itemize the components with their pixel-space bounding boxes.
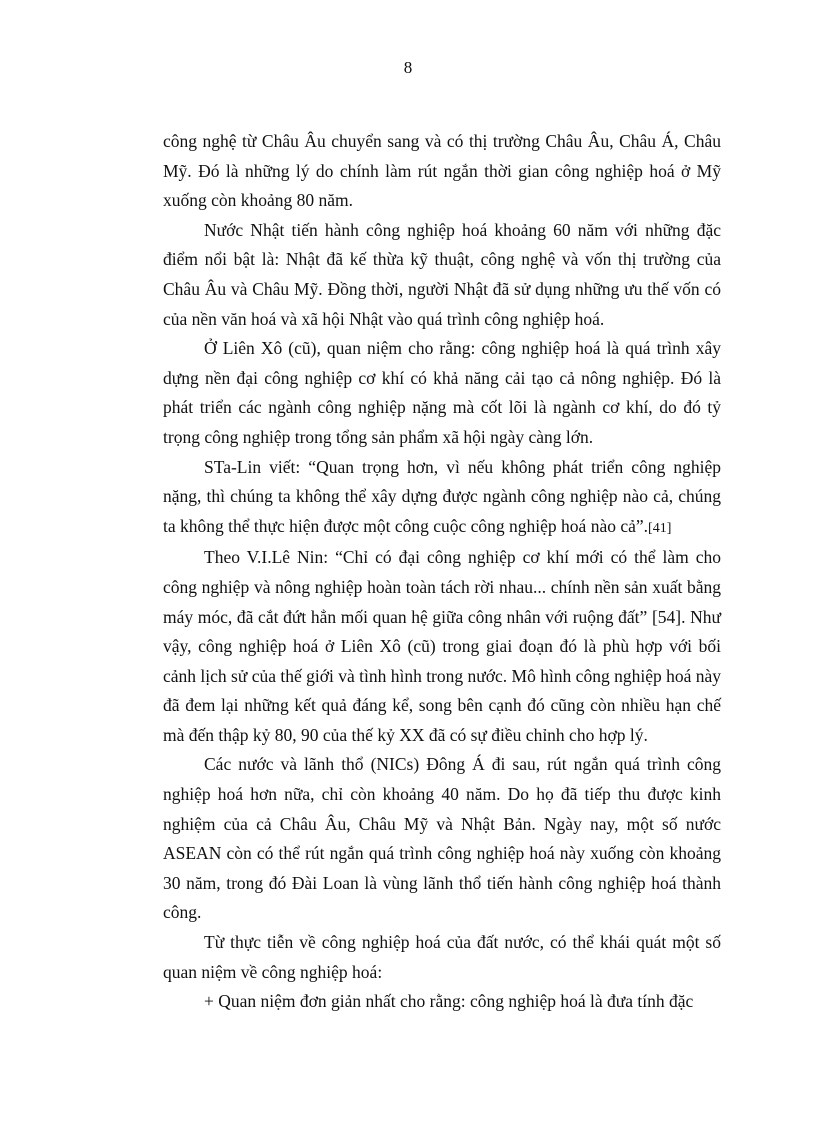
paragraph-us-industrialization: công nghệ từ Châu Âu chuyển sang và có thị trường Châu Âu, Châu Á, Châu Mỹ. Đó là những lý do chính làm rút ngắn thời gian công nghiệp hoá ở Mỹ xuống còn khoảng 80 năm. <box>163 131 721 211</box>
page-number: 8 <box>403 58 413 77</box>
paragraph-japan-industrialization: Nước Nhật tiến hành công nghiệp hoá khoảng 60 năm với những đặc điểm nổi bật là: Nhật đã kế thừa kỹ thuật, công nghệ và vốn thị trường của Châu Âu và Châu Mỹ. Đồng thời, người Nhật đã sử dụng những ưu thế vốn có của nền văn hoá và xã hội Nhật vào quá trình công nghiệp hoá. <box>163 219 721 329</box>
paragraph-stalin-quote <box>163 453 721 544</box>
paragraph-soviet-concept: Ở Liên Xô (cũ), quan niệm cho rằng: công nghiệp hoá là quá trình xây dựng nền đại công nghiệp cơ khí có khả năng cải tạo cả nông nghiệp. Đó là phát triển các ngành công nghiệp nặng mà cốt lõi là ngành cơ khí, do đó tỷ trọng công nghiệp trong tổng sản phẩm xã hội ngày càng lớn. <box>163 338 721 447</box>
paragraph-lenin-quote: Theo V.I.Lê Nin: “Chỉ có đại công nghiệp cơ khí mới có thể làm cho công nghiệp và nông nghiệp hoàn toàn tách rời nhau... chính nền sản xuất bằng máy móc, đã cắt đứt hẳn mối quan hệ giữa công nhân với ruộng đất” [54]. Như vậy, công nghiệp hoá ở Liên Xô (cũ) trong giai đoạn đó là phù hợp với bối cảnh lịch sử của thế giới và tình hình trong nước. Mô hình công nghiệp hoá này đã đem lại những kết quả đáng kể, song bên cạnh đó cũng còn nhiều hạn chế mà đến thập kỷ 80, 90 của thế kỷ XX đã có sự điều chỉnh cho hợp lý. <box>163 547 721 745</box>
paragraph-concepts-intro: Từ thực tiễn về công nghiệp hoá của đất nước, có thể khái quát một số quan niệm về công nghiệp hoá: <box>163 932 721 982</box>
paragraph-simplest-concept: + Quan niệm đơn giản nhất cho rằng: công nghiệp hoá là đưa tính đặc <box>204 991 694 1012</box>
paragraph-east-asia-nics: Các nước và lãnh thổ (NICs) Đông Á đi sau, rút ngắn quá trình công nghiệp hoá hơn nữa, chỉ còn khoảng 40 năm. Do họ đã tiếp thu được kinh nghiệm của cả Châu Âu, Châu Mỹ và Nhật Bản. Ngày nay, một số nước ASEAN còn có thể rút ngắn quá trình công nghiệp hoá này xuống còn khoảng 30 năm, trong đó Đài Loan là vùng lãnh thổ tiến hành công nghiệp hoá thành công. <box>163 754 721 923</box>
citation-reference: [41] <box>648 520 672 536</box>
body-text <box>163 127 721 1017</box>
stalin-quote-text: STa-Lin viết: “Quan trọng hơn, vì nếu không phát triển công nghiệp nặng, thì chúng ta không thể xây dựng được ngành công nghiệp nào cả, chúng ta không thể thực hiện được một công cuộc công nghiệp hoá nào cả”. <box>163 456 721 536</box>
